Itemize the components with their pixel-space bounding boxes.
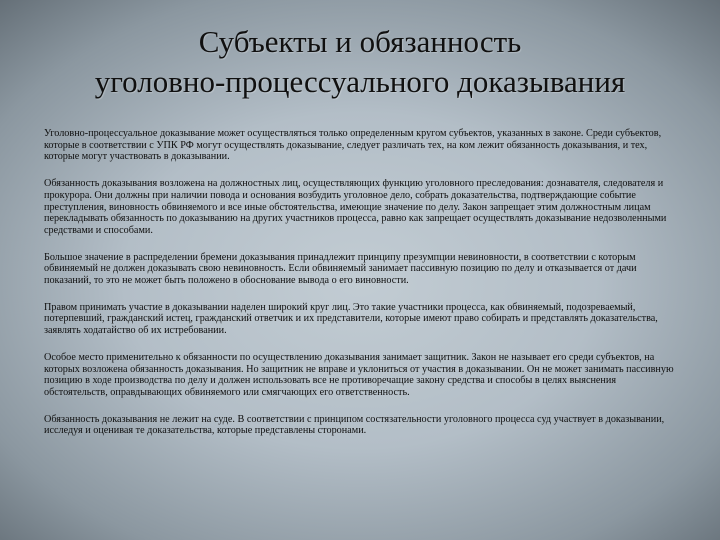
paragraph-court: Обязанность доказывания не лежит на суде. В соответствии с принципом состязательности уголовного процесса суд участвует в доказывании, исследуя и оценивая те доказательства, которые представлены сторонами.: [44, 413, 665, 437]
slide-title-line-2: уголовно-процессуального доказывания: [94, 64, 626, 99]
paragraph-duty-of-proof: Обязанность доказывания возложена на должностных лиц, осуществляющих функцию уголовного преследования: дознавателя, следователя и прокурора. Они должны при наличии повода и основания возбудить уголовное дело, собрать доказательства, подтверждающие событие преступления, виновность обвиняемого и все иные обстоятельства, имеющие значение по делу. Закон запрещает этим должностным лицам перекладывать обязанность по доказыванию на других участников процесса, равно как запрещает осуществлять доказывание недозволенными средствами и способами.: [44, 178, 667, 236]
slide-title-line-1: Субъекты и обязанность: [198, 24, 522, 59]
paragraph-right-to-participate: Правом принимать участие в доказывании наделен широкий круг лиц. Это такие участники процесса, как обвиняемый, подозреваемый, потерпевший, гражданский истец, гражданский ответчик и их представители, которые имеют право собирать и представлять доказательства, заявлять ходатайство об их истребовании.: [44, 301, 658, 337]
paragraph-subjects-of-proof: Уголовно-процессуальное доказывание может осуществляться только определенным кругом субъектов, указанных в законе. Среди субъектов, которые в соответствии с УПК РФ могут осуществлять доказывание, следует различать тех, на ком лежит обязанность доказывания, и тех, которые могут участвовать в доказывании.: [44, 128, 662, 163]
slide-body: [44, 128, 676, 452]
slide-title: [20, 22, 700, 102]
paragraph-defense-counsel: Особое место применительно к обязанности по осуществлению доказывания занимает защитник. Закон не называет его среди субъектов, на которых возложена обязанность доказывания. Но защитник не вправе и уклониться от участия в доказывании. Он не может занимать пассивную позицию в ходе производства по делу и должен использовать все не противоречащие закону средства и способы в целях выяснения обстоятельств, оправдывающих обвиняемого или смягчающих его ответственность.: [44, 351, 674, 398]
paragraph-presumption-of-innocence: Большое значение в распределении бремени доказывания принадлежит принципу презумпции невиновности, в соответствии с которым обвиняемый не должен доказывать свою невиновность. Если обвиняемый занимает пассивную позицию по делу и отказывается от дачи показаний, то это не может быть положено в обоснование вывода о его виновности.: [44, 251, 637, 287]
